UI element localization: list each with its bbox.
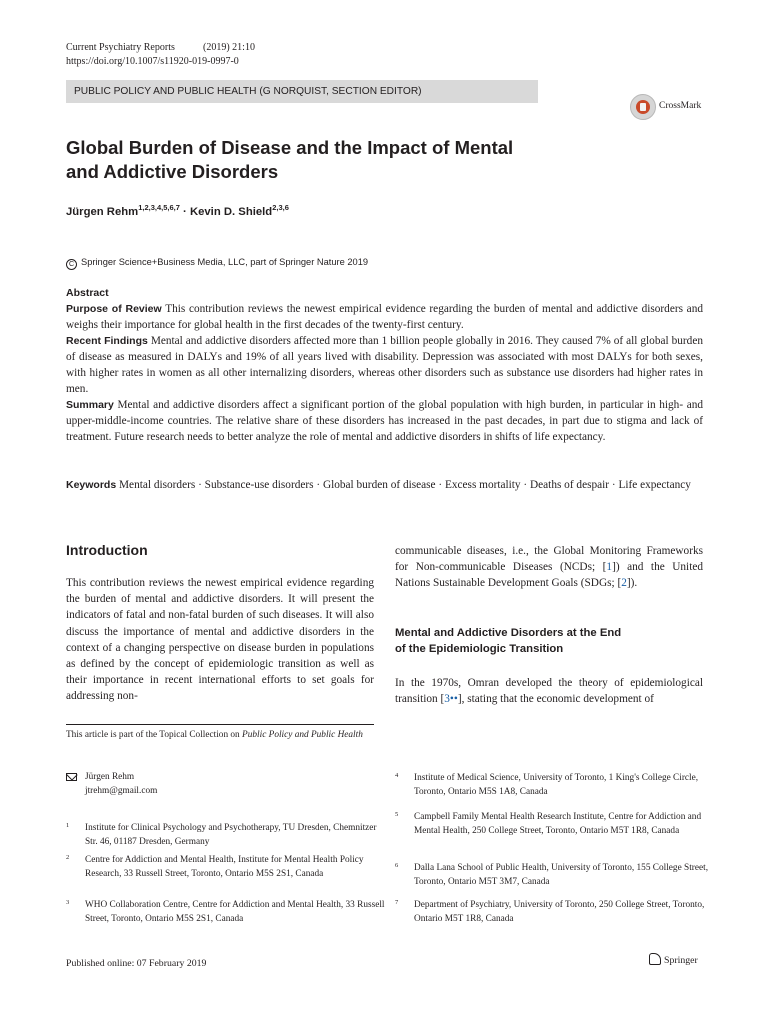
affiliation-number: 5 <box>395 811 399 818</box>
crossmark-label: CrossMark <box>659 101 702 111</box>
abstract-purpose <box>66 301 703 333</box>
citation-link-3[interactable]: 3•• <box>444 693 458 706</box>
keywords-section <box>66 477 703 493</box>
text-segment: In the 1970s, Omran developed the theory of epidemiological transition [ <box>395 677 703 706</box>
keywords-text: Mental disorders · Substance-use disorders · Global burden of disease · Excess mortality · Deaths of despair · Life expectancy <box>119 479 691 491</box>
abstract-heading: Abstract <box>66 287 109 299</box>
subsection-heading-line-1: Mental and Addictive Disorders at the End <box>395 627 622 639</box>
introduction-text: This contribution reviews the newest empirical evidence regarding the burden of mental and addictive disorders. It will present the indicators of fatal and non-fatal burden of such diseases. It will also discuss the importance of mental and addictive disorders in the context of a changing perspective on disease burden in populations as defined by the concept of epidemiologic transition as well as their importance in recent international efforts to set goals for addressing non- <box>66 577 374 703</box>
author-rehm-affiliations: 1,2,3,4,5,6,7 <box>138 203 180 212</box>
crossmark-badge[interactable] <box>630 94 730 120</box>
topical-collection-name: Public Policy and Public Health <box>242 730 363 740</box>
purpose-label: Purpose of Review <box>66 303 162 315</box>
text-segment: ]) and the United Nations Sustainable Development Goals (SDGs; [ <box>395 561 703 590</box>
purpose-text: This contribution reviews the newest empirical evidence regarding the burden of mental and addictive disorders and weighs their importance for global health in the first decades of the twenty-first century. <box>66 303 703 331</box>
findings-label: Recent Findings <box>66 335 148 347</box>
springer-horse-icon <box>649 953 661 965</box>
author-shield[interactable]: Kevin D. Shield <box>189 205 273 218</box>
introduction-heading: Introduction <box>66 542 148 558</box>
title-line-2: and Addictive Disorders <box>66 161 279 182</box>
title-line-1: Global Burden of Disease and the Impact of Mental <box>66 137 514 158</box>
copyright-text: Springer Science+Business Media, LLC, part of Springer Nature 2019 <box>81 257 369 267</box>
summary-label: Summary <box>66 399 114 411</box>
epidemiologic-transition-paragraph <box>395 675 703 707</box>
affiliation-number: 1 <box>66 822 70 829</box>
copyright-line <box>66 257 368 270</box>
abstract-findings <box>66 333 703 397</box>
corresponding-email[interactable]: jtrehm@gmail.com <box>85 785 158 796</box>
affiliation-number: 4 <box>395 772 399 779</box>
journal-name: Current Psychiatry Reports <box>66 42 175 53</box>
text-segment: ], stating that the economic development of <box>457 693 654 706</box>
publisher-name: Springer <box>664 955 698 966</box>
body-paragraph-continued <box>395 543 703 592</box>
author-rehm[interactable]: Jürgen Rehm <box>66 205 139 218</box>
summary-text: Mental and addictive disorders affect a significant portion of the global population with high burden, in particular in high- and upper-middle-income countries. The relative share of these disorders has increased in the past decades, in part due to stigma and lack of treatment. Future research needs to better analyze the role of mental and addictive disorders in shifts of life expectancy. <box>66 399 704 443</box>
author-shield-affiliations: 2,3,6 <box>272 203 289 212</box>
journal-info <box>66 41 255 69</box>
doi-link[interactable]: https://doi.org/10.1007/s11920-019-0997-0 <box>66 56 239 67</box>
citation-link-2[interactable]: 2 <box>621 577 627 590</box>
affiliation-text: WHO Collaboration Centre, Centre for Addiction and Mental Health, 33 Russell Street, Toronto, Ontario M5S 2S1, Canada <box>85 900 385 924</box>
affiliation-text: Institute of Medical Science, University of Toronto, 1 King's College Circle, Toronto, Ontario M5S 1A8, Canada <box>414 773 699 797</box>
copyright-icon: C <box>66 259 77 270</box>
text-segment: communicable diseases, i.e., the Global Monitoring Frameworks for Non-communicable Diseases (NCDs; [ <box>395 545 703 574</box>
section-banner <box>66 80 538 103</box>
footnote-divider <box>66 724 374 725</box>
affiliation-text: Dalla Lana School of Public Health, University of Toronto, 155 College Street, Toronto, Ontario M5T 3M7, Canada <box>414 863 709 887</box>
affiliation-number: 6 <box>395 862 399 869</box>
article-title <box>66 136 536 184</box>
publisher-logo <box>649 953 698 966</box>
affiliation-number: 7 <box>395 899 399 906</box>
keywords-label: Keywords <box>66 479 117 491</box>
subsection-heading-line-2: of the Epidemiologic Transition <box>395 643 564 655</box>
envelope-icon <box>66 773 77 781</box>
section-title: PUBLIC POLICY AND PUBLIC HEALTH (G NORQUIST, SECTION EDITOR) <box>74 86 422 97</box>
findings-text: Mental and addictive disorders affected more than 1 billion people globally in 2016. They caused 7% of all global burden of disease as measured in DALYs and 19% of all years lived with disability. Depression was associated with most DALYs for both sexes, with higher rates in women as all other internalizing disorders, whereas other disorders such as substance use disorders had higher rates in men. <box>66 335 703 395</box>
affiliation-text: Department of Psychiatry, University of Toronto, 250 College Street, Toronto, Ontario M5T 1R8, Canada <box>414 900 705 924</box>
topical-prefix: This article is part of the Topical Collection on <box>66 730 243 740</box>
crossmark-icon <box>630 94 656 120</box>
citation-link-1[interactable]: 1 <box>606 561 613 574</box>
text-segment: ]). <box>626 577 638 590</box>
author-list <box>66 203 289 218</box>
issue-number: (2019) 21:10 <box>203 42 255 53</box>
affiliation-number: 2 <box>66 854 70 861</box>
affiliation-number: 3 <box>66 899 70 906</box>
published-date: Published online: 07 February 2019 <box>66 958 207 969</box>
abstract-section <box>66 285 703 445</box>
topical-collection-note <box>66 728 376 742</box>
corresponding-name: Jürgen Rehm <box>85 772 135 782</box>
affiliation-text: Centre for Addiction and Mental Health, Institute for Mental Health Policy Research, 33 Russell Street, Toronto, Ontario M5S 2S1, Canada <box>85 855 364 879</box>
affiliation-text: Campbell Family Mental Health Research Institute, Centre for Addiction and Mental Health, 250 College Street, Toronto, Ontario M5T 1R8, Canada <box>414 812 702 836</box>
abstract-summary <box>66 397 703 445</box>
affiliation-text: Institute for Clinical Psychology and Psychotherapy, TU Dresden, Chemnitzer Str. 46, 01187 Dresden, Germany <box>85 823 377 847</box>
subsection-heading <box>395 625 705 657</box>
author-separator: · <box>183 205 187 218</box>
